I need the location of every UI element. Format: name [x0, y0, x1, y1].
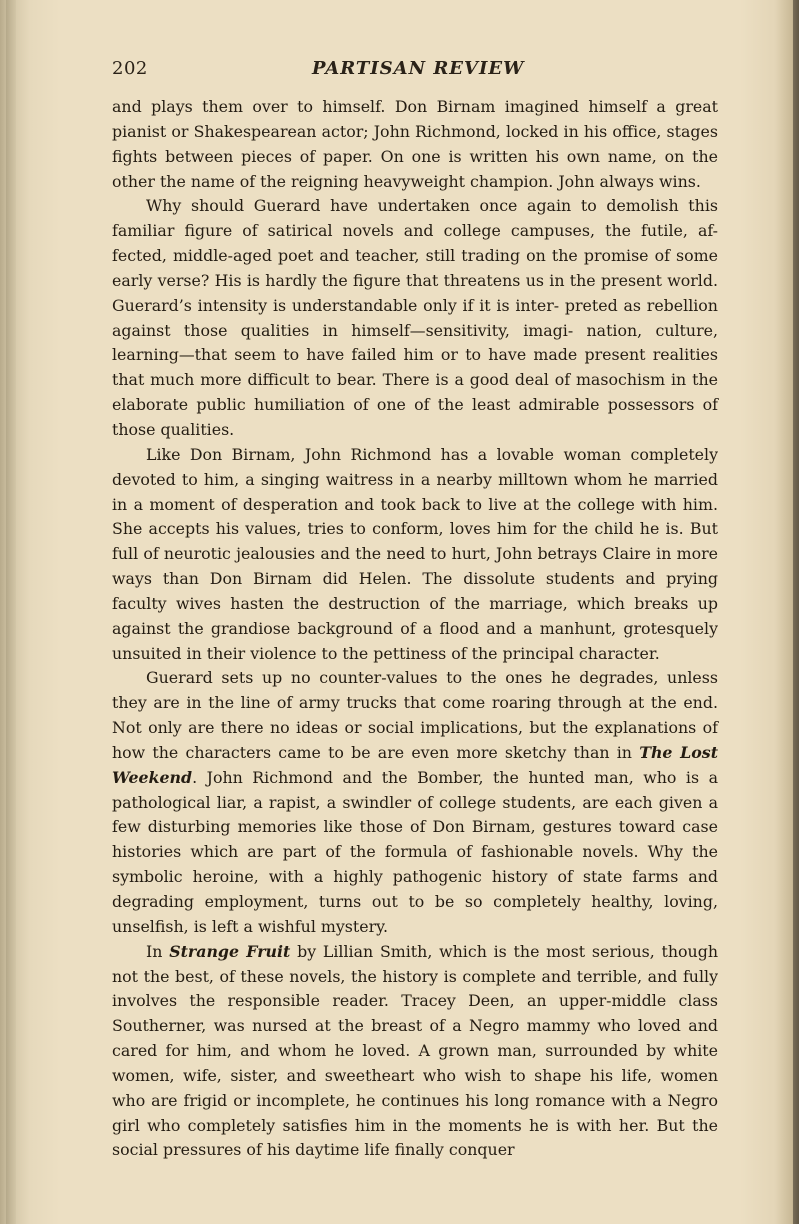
paragraph-5 — [112, 940, 718, 1164]
running-head — [112, 58, 712, 88]
book-title-lost-weekend: The Lost Weekend — [112, 742, 718, 787]
paragraph-4-text-b: . John Richmond and the Bomber, the hunted man, who is a pathological liar, a rapist, a swindler of college students, are each given a few disturbing memories like those of Don Birnam, gestures toward case histories which are part of the formula of fashionable novels. Why the symbolic heroine, with a highly pathogenic history of state farms and degrading employment, turns out to be so completely healthy, loving, unselfish, is left a wishful mystery. — [112, 767, 718, 936]
paragraph-3: Like Don Birnam, John Richmond has a lovable woman completely devoted to him, a singing waitress in a nearby milltown whom he married in a moment of desperation and took back to live at the college with him. She accepts his values, tries to conform, loves him for the child he is. But full of neurotic jealousies and the need to hurt, John betrays Claire in more ways than Don Birnam did Helen. The dissolute students and prying faculty wives hasten the destruction of the marriage, which breaks up against the grandiose background of a flood and a manhunt, grotesquely unsuited in their violence to the pettiness of the principal character. — [112, 444, 718, 663]
book-title-strange-fruit: Strange Fruit — [169, 941, 291, 961]
page-number: 202 — [112, 58, 148, 79]
paragraph-5-text-b: by Lillian Smith, which is the most serious, though not the best, of these novels, the history is complete and terrible, and fully involves the responsible reader. Tracey Deen, an upper-middle class Southerner, was nursed at the breast of a Negro mammy who loved and cared for him, and whom he loved. A grown man, surrounded by white women, wife, sister, and sweetheart who wish to shape his life, women who are frigid or incomplete, he continues his long romance with a Negro girl who completely satisfies him in the moments he is with her. But the social pressures of his daytime life finally conquer — [112, 941, 719, 1160]
page-edge — [793, 0, 799, 1224]
paragraph-2: Why should Guerard have undertaken once again to demolish this familiar figure of satirical novels and college campuses, the futile, af- fected, middle-aged poet and teacher, still trading on the promise of some early verse? His is hardly the figure that threatens us in the present world. Guerard’s intensity is understandable only if it is inter- preted as rebellion against those qualities in himself—sensitivity, imagi- nation, culture, learning—that seem to have failed him or to have made present realities that much more difficult to bear. There is a good deal of masochism in the elaborate public humiliation of one of the least admirable possessors of those qualities. — [112, 196, 718, 439]
paragraph-4 — [112, 666, 718, 939]
page-gutter — [6, 0, 16, 1224]
journal-title: PARTISAN REVIEW — [312, 58, 525, 79]
paragraph-4-text-a: Guerard sets up no counter-values to the ones he degrades, unless they are in the line of army trucks that come roaring through at the end. Not only are there no ideas or social implications, but the explanations of how the characters came to be are even more sketchy than in — [112, 668, 718, 762]
paragraph-5-text-a: In — [146, 941, 170, 961]
paragraph-1: and plays them over to himself. Don Birnam imagined himself a great pianist or Shakespearean actor; John Richmond, locked in his office, stages fights between pieces of paper. On one is written his own name, on the other the name of the reigning heavyweight champion. John always wins. — [112, 97, 718, 191]
body-text — [112, 95, 718, 1163]
